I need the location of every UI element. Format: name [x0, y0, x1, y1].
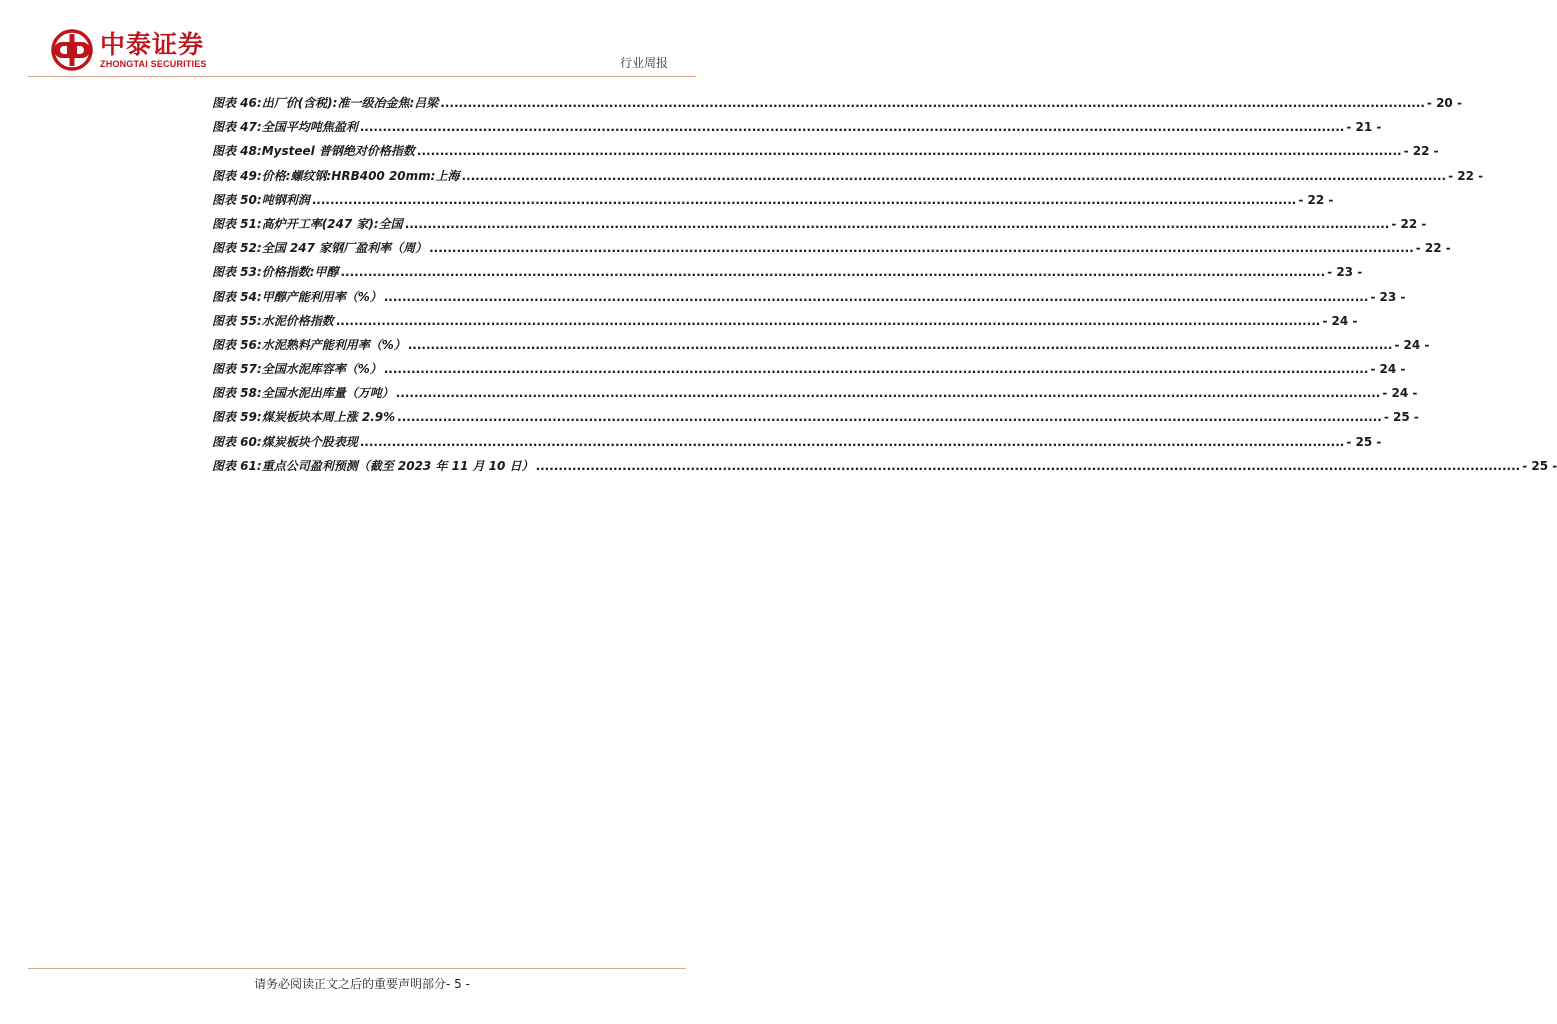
toc-entry[interactable] — [212, 312, 1358, 336]
toc-leader-dots — [408, 338, 1393, 352]
toc-leader-dots — [536, 459, 1521, 473]
toc-entry-title: 煤炭板块个股表现 — [261, 434, 358, 449]
toc-leader-dots — [417, 144, 1402, 158]
logo-chinese-name: 中泰证券 — [100, 29, 205, 59]
toc-entry-title: 全国 247 家钢厂盈利率（周） — [261, 241, 428, 256]
toc-entry-page: - 23 - — [1370, 289, 1406, 304]
toc-entry-page: - 24 - — [1382, 386, 1418, 401]
page-footer — [0, 975, 724, 992]
toc-entry-label: 图表 60: — [212, 434, 262, 449]
document-type-label: 行业周报 — [619, 56, 668, 70]
toc-entry-label: 图表 51: — [212, 216, 262, 231]
footer-page-number: - 5 - — [446, 977, 470, 991]
toc-entry-title: 价格指数:甲醇 — [261, 265, 339, 280]
toc-entry-label: 图表 54: — [212, 289, 262, 304]
toc-entry-title: 甲醇产能利用率（%） — [261, 289, 382, 304]
toc-leader-dots — [429, 241, 1414, 255]
toc-entry-title: 全国平均吨焦盈利 — [261, 120, 358, 135]
toc-entry-title: 高炉开工率(247 家):全国 — [261, 216, 403, 231]
toc-entry-title: Mysteel 普钢绝对价格指数 — [261, 144, 415, 159]
toc-entry-title: 吨钢利润 — [261, 192, 310, 207]
toc-entry[interactable] — [212, 433, 1382, 457]
toc-leader-dots — [396, 386, 1381, 400]
toc-entry-label: 图表 47: — [212, 120, 262, 135]
toc-entry-label: 图表 48: — [212, 144, 262, 159]
toc-leader-dots — [360, 120, 1345, 134]
toc-entry[interactable] — [212, 457, 1557, 481]
table-of-figures — [212, 94, 1557, 481]
toc-entry[interactable] — [212, 239, 1451, 263]
toc-entry-label: 图表 58: — [212, 386, 262, 401]
toc-entry-label: 图表 55: — [212, 313, 262, 328]
toc-entry[interactable] — [212, 336, 1430, 360]
toc-entry-title: 全国水泥出库量（万吨） — [261, 386, 394, 401]
footer-divider — [28, 968, 686, 969]
toc-entry-page: - 22 - — [1448, 168, 1484, 183]
footer-disclaimer: 请务必阅读正文之后的重要声明部分 — [254, 977, 447, 991]
toc-entry-title: 全国水泥库容率（%） — [261, 362, 382, 377]
toc-entry[interactable] — [212, 384, 1418, 408]
toc-entry-page: - 23 - — [1327, 265, 1363, 280]
toc-entry-page: - 22 - — [1415, 241, 1451, 256]
toc-entry-label: 图表 56: — [212, 337, 262, 352]
toc-entry-title: 煤炭板块本周上涨 2.9% — [261, 410, 396, 425]
company-logo — [50, 28, 207, 72]
toc-leader-dots — [397, 410, 1382, 424]
toc-entry[interactable] — [212, 118, 1382, 142]
toc-entry[interactable] — [212, 263, 1363, 287]
toc-leader-dots — [405, 217, 1390, 231]
toc-entry-label: 图表 59: — [212, 410, 262, 425]
toc-entry[interactable] — [212, 142, 1439, 166]
toc-leader-dots — [440, 96, 1425, 110]
toc-entry-page: - 24 - — [1322, 313, 1358, 328]
toc-entry-page: - 22 - — [1391, 216, 1427, 231]
toc-leader-dots — [384, 290, 1369, 304]
toc-entry-page: - 25 - — [1383, 410, 1419, 425]
toc-entry[interactable] — [212, 408, 1419, 432]
toc-entry-label: 图表 46: — [212, 96, 262, 110]
toc-entry-page: - 25 - — [1522, 458, 1557, 473]
page-header — [0, 0, 724, 80]
toc-entry[interactable] — [212, 215, 1427, 239]
toc-entry[interactable] — [212, 191, 1334, 215]
toc-entry-label: 图表 57: — [212, 362, 262, 377]
toc-leader-dots — [360, 435, 1345, 449]
toc-entry-label: 图表 53: — [212, 265, 262, 280]
toc-entry-title: 水泥价格指数 — [261, 313, 334, 328]
toc-leader-dots — [341, 265, 1326, 279]
toc-entry-label: 图表 52: — [212, 241, 262, 256]
toc-entry-page: - 21 - — [1346, 120, 1382, 135]
logo-english-name: ZHONGTAI SECURITIES — [100, 58, 207, 69]
toc-entry-label: 图表 50: — [212, 192, 262, 207]
toc-entry-page: - 22 - — [1298, 192, 1334, 207]
toc-leader-dots — [312, 193, 1297, 207]
toc-entry[interactable] — [212, 360, 1406, 384]
toc-entry-label: 图表 61: — [212, 458, 262, 473]
toc-leader-dots — [336, 314, 1321, 328]
toc-leader-dots — [384, 362, 1369, 376]
toc-entry[interactable] — [212, 94, 1462, 118]
toc-leader-dots — [461, 169, 1446, 183]
toc-entry-page: - 25 - — [1346, 434, 1382, 449]
header-divider — [28, 76, 696, 77]
toc-entry[interactable] — [212, 288, 1406, 312]
toc-entry-page: - 22 - — [1403, 144, 1439, 159]
toc-entry-label: 图表 49: — [212, 168, 262, 183]
toc-entry-page: - 20 - — [1426, 96, 1462, 110]
toc-entry-page: - 24 - — [1394, 337, 1430, 352]
toc-entry[interactable] — [212, 167, 1484, 191]
zhongtai-logo-icon — [50, 28, 94, 72]
toc-entry-title: 价格:螺纹钢:HRB400 20mm:上海 — [261, 168, 460, 183]
toc-entry-title: 出厂价(含税):准一级冶金焦:吕梁 — [261, 96, 439, 110]
toc-entry-title: 水泥熟料产能利用率（%） — [261, 337, 406, 352]
toc-entry-title: 重点公司盈利预测（截至 2023 年 11 月 10 日） — [261, 458, 534, 473]
toc-entry-page: - 24 - — [1370, 362, 1406, 377]
